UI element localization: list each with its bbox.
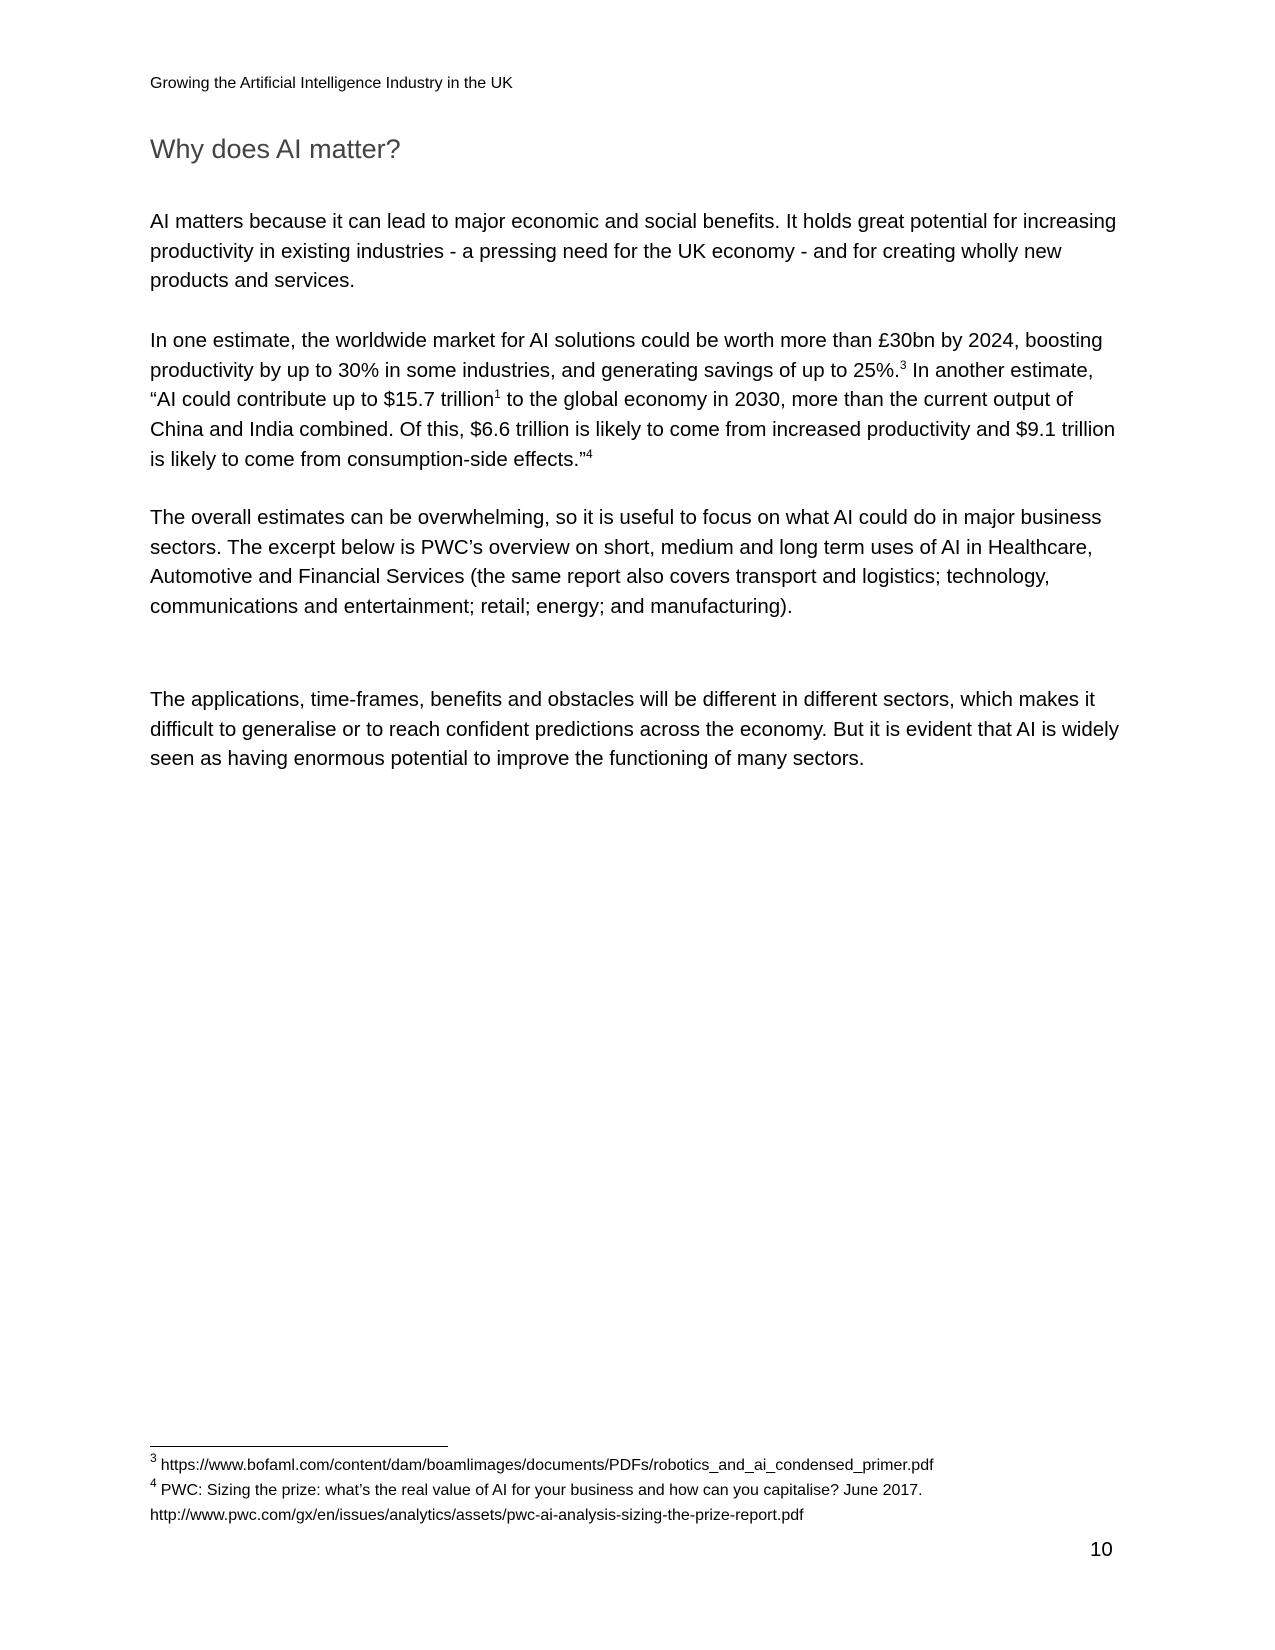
paragraph-2-part-c: to the global economy in 2030, more than the current output of China and India combined. Of this, $6.6 trillion is likely to come from increased productivity and $9.1 trillion is likely to come from consumption-side effects.” bbox=[150, 388, 1116, 471]
footnote-separator bbox=[150, 1446, 448, 1447]
footnote-link[interactable]: http://www.pwc.com/gx/en/issues/analytics/assets/pwc-ai-analysis-sizing-the-prize-report.pdf bbox=[150, 1507, 804, 1524]
footnote-3 bbox=[150, 1453, 1130, 1478]
footnote-ref-4[interactable]: 4 bbox=[585, 446, 593, 461]
footnote-ref-3[interactable]: 3 bbox=[899, 357, 907, 372]
footnote-link[interactable]: https://www.bofaml.com/content/dam/boamlimages/documents/PDFs/robotics_and_ai_condensed_primer.pdf bbox=[160, 1457, 934, 1474]
footnote-number: 4 bbox=[150, 1476, 157, 1490]
footnote-number: 3 bbox=[150, 1451, 157, 1465]
footnote-ref-1[interactable]: 1 bbox=[494, 387, 501, 402]
paragraph-2-part-b: In another estimate, “AI could contribute up to $15.7 trillion bbox=[150, 358, 1094, 412]
footnote-text: PWC: Sizing the prize: what’s the real value of AI for your business and how can you capitalise? June 2017. bbox=[160, 1482, 923, 1499]
footnotes bbox=[150, 1453, 1130, 1528]
running-header: Growing the Artificial Intelligence Industry in the UK bbox=[150, 75, 513, 92]
footnote-4-continuation bbox=[150, 1503, 1130, 1528]
paragraph-2-part-a: In one estimate, the worldwide market for AI solutions could be worth more than £30bn by 2024, boosting productivity by up to 30% in some industries, and generating savings of up to 25%. bbox=[150, 329, 1103, 382]
paragraph-2 bbox=[150, 326, 1122, 475]
footnote-4 bbox=[150, 1478, 1130, 1503]
paragraph-3: The overall estimates can be overwhelming, so it is useful to focus on what AI could do in major business sectors. The excerpt below is PWC’s overview on short, medium and long term uses of AI in Healthcare, Automotive and Financial Services (the same report also covers transport and logistics; technology, communications and entertainment; retail; energy; and manufacturing). bbox=[150, 506, 1102, 619]
page-number: 10 bbox=[1090, 1538, 1113, 1561]
section-title: Why does AI matter? bbox=[150, 134, 401, 164]
paragraph-1: AI matters because it can lead to major economic and social benefits. It holds great potential for increasing productivity in existing industries - a pressing need for the UK economy - and for creating wholly new products and services. bbox=[150, 210, 1117, 293]
paragraph-4: The applications, time-frames, benefits and obstacles will be different in different sectors, which makes it difficult to generalise or to reach confident predictions across the economy. But it is evident that AI is widely seen as having enormous potential to improve the functioning of many sectors. bbox=[150, 688, 1119, 771]
